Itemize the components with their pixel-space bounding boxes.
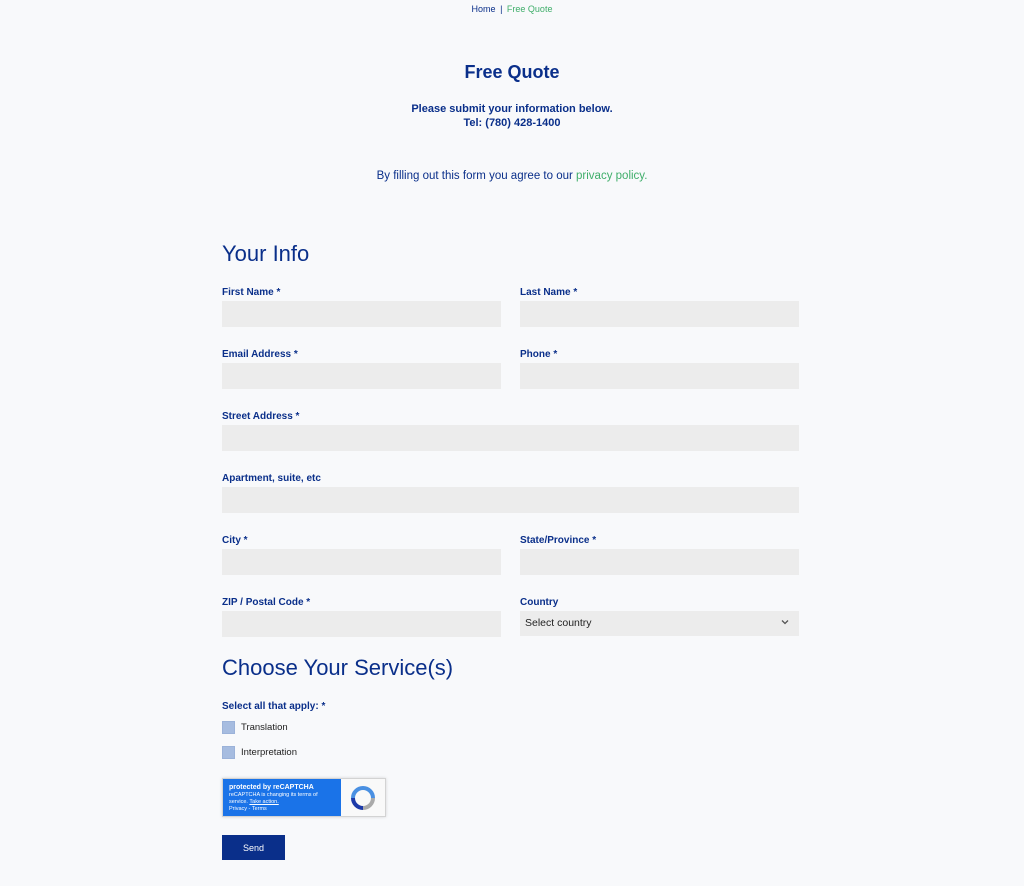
country-selected-value: Select country	[525, 617, 592, 629]
page-title: Free Quote	[464, 62, 560, 82]
service-option-interpretation[interactable]	[222, 746, 297, 759]
email-field[interactable]	[222, 363, 501, 389]
first-name-label: First Name *	[222, 287, 281, 298]
apartment-label: Apartment, suite, etc	[222, 473, 321, 484]
recaptcha-terms-text	[229, 792, 335, 806]
recaptcha-logo-wrap	[341, 779, 385, 816]
subtitle-instructions: Please submit your information below.	[411, 103, 613, 115]
recaptcha-privacy-terms[interactable]: Privacy - Terms	[229, 806, 267, 812]
page-subtitle	[0, 102, 1024, 130]
recaptcha-logo-icon	[349, 784, 377, 812]
services-prompt: Select all that apply: *	[222, 701, 326, 712]
recaptcha-protected-text: protected by reCAPTCHA	[229, 784, 314, 791]
recaptcha-notice	[223, 779, 341, 816]
interpretation-label: Interpretation	[241, 747, 297, 758]
chevron-down-icon	[780, 617, 790, 627]
street-address-label: Street Address *	[222, 411, 300, 422]
country-select[interactable]	[520, 611, 799, 636]
your-info-heading: Your Info	[222, 241, 310, 266]
choose-services-heading: Choose Your Service(s)	[222, 655, 454, 680]
privacy-agreement	[0, 170, 1024, 182]
phone-label: Phone *	[520, 349, 558, 360]
last-name-field[interactable]	[520, 301, 799, 327]
street-address-field[interactable]	[222, 425, 799, 451]
apartment-field[interactable]	[222, 487, 799, 513]
service-option-translation[interactable]	[222, 721, 288, 734]
breadcrumb-home-link[interactable]: Home	[471, 4, 496, 14]
zip-label: ZIP / Postal Code *	[222, 597, 311, 608]
recaptcha-notice-text: reCAPTCHA is changing its terms of service.	[229, 792, 318, 805]
city-label: City *	[222, 535, 248, 546]
phone-field[interactable]	[520, 363, 799, 389]
first-name-field[interactable]	[222, 301, 501, 327]
subtitle-phone: Tel: (780) 428-1400	[463, 117, 561, 129]
recaptcha-take-action-link[interactable]: Take action.	[249, 799, 279, 805]
state-province-field[interactable]	[520, 549, 799, 575]
translation-label: Translation	[241, 722, 288, 733]
interpretation-checkbox[interactable]	[222, 746, 235, 759]
email-label: Email Address *	[222, 349, 298, 360]
translation-checkbox[interactable]	[222, 721, 235, 734]
country-label: Country	[520, 597, 559, 608]
recaptcha-badge[interactable]	[222, 778, 386, 817]
agreement-text: By filling out this form you agree to our	[376, 170, 573, 182]
breadcrumb-current: Free Quote	[506, 4, 553, 14]
zip-field[interactable]	[222, 611, 501, 637]
privacy-policy-link[interactable]: privacy policy.	[576, 170, 648, 182]
state-province-label: State/Province *	[520, 535, 597, 546]
last-name-label: Last Name *	[520, 287, 578, 298]
breadcrumb	[0, 4, 1024, 14]
breadcrumb-separator: |	[500, 4, 503, 14]
city-field[interactable]	[222, 549, 501, 575]
send-button[interactable]: Send	[222, 835, 285, 860]
